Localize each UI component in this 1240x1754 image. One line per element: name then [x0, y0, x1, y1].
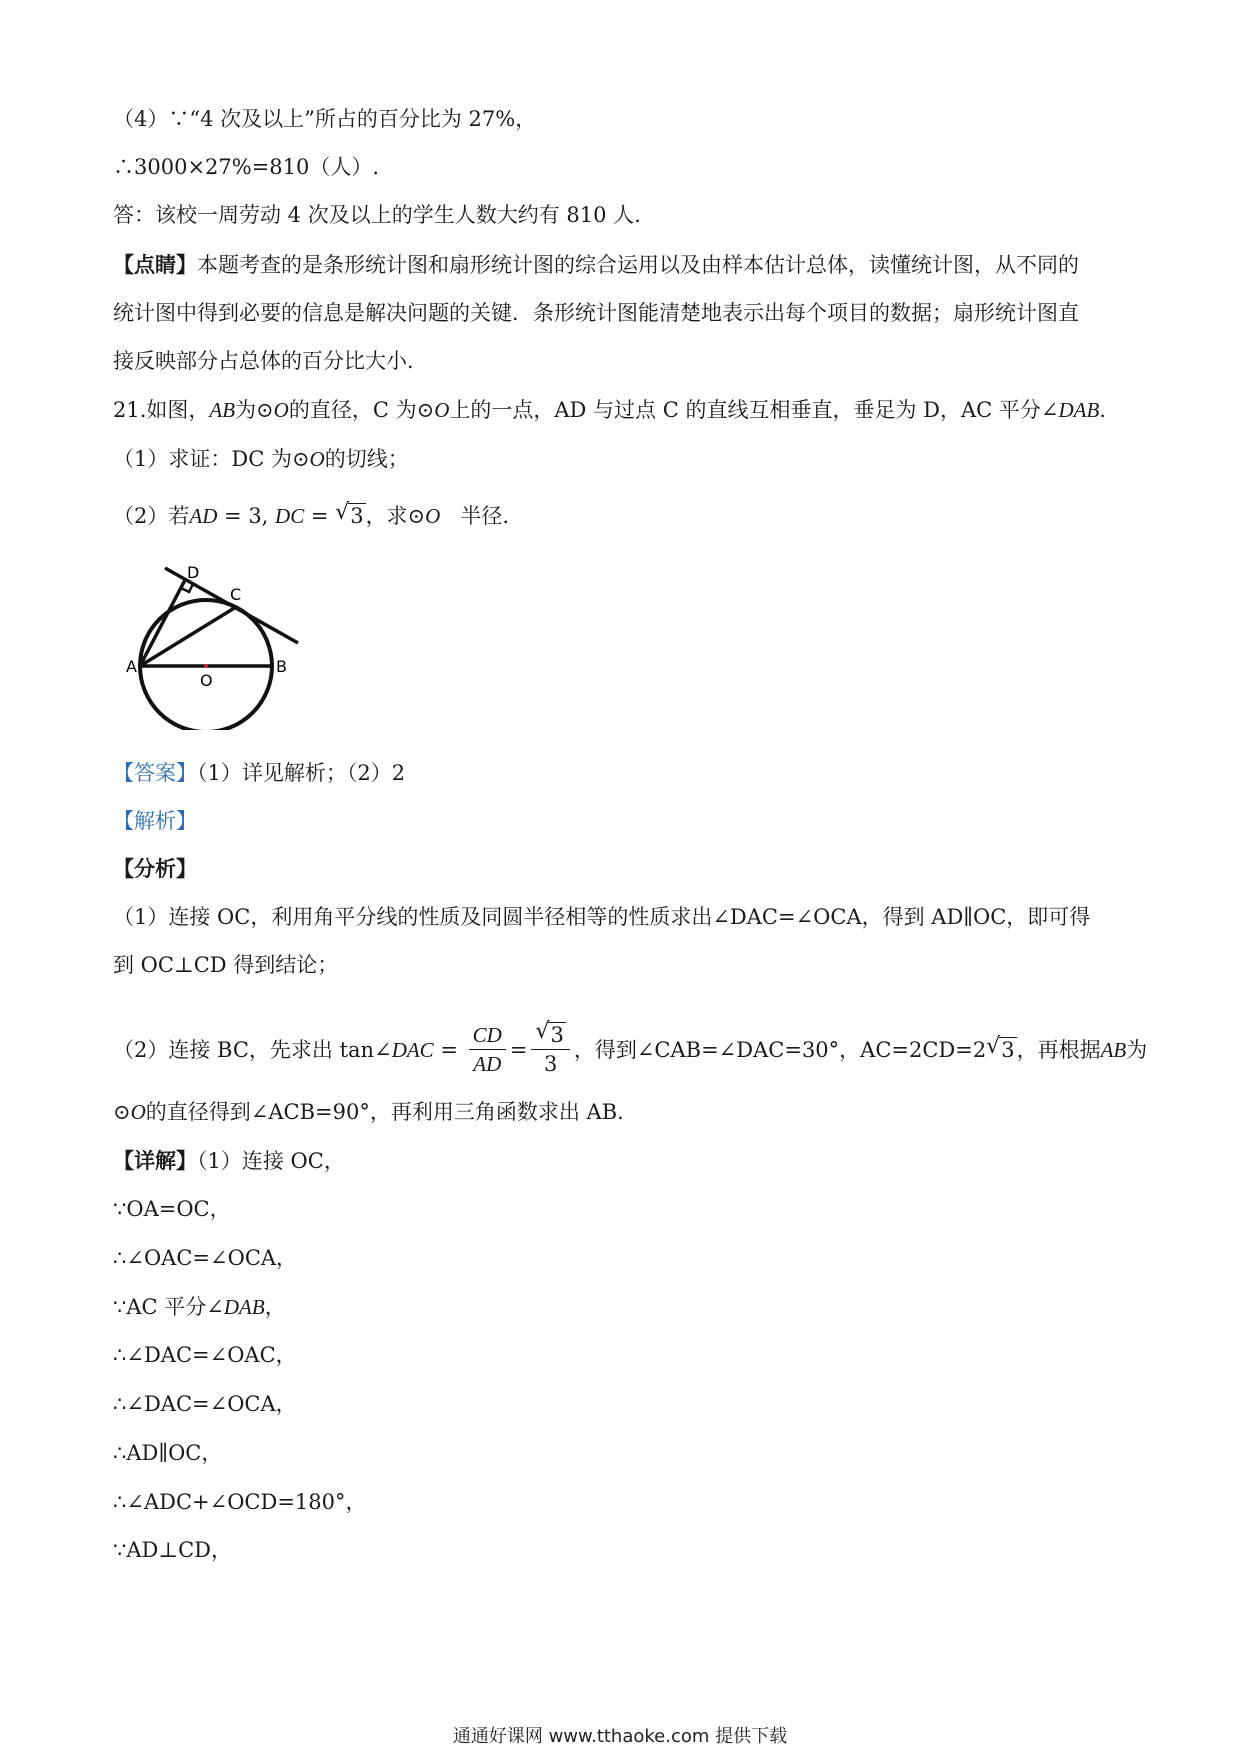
detail-text: （1）连接 OC， [197, 1149, 345, 1173]
circle-geometry-diagram [120, 560, 320, 730]
part2-ad: AD [189, 504, 218, 528]
sqrt-radicand: 3 [550, 1023, 564, 1047]
q20-answer-line: 答：该校一周劳动 4 次及以上的学生人数大约有 810 人. [113, 203, 641, 227]
detail-line-4: ∴∠DAC=∠OAC， [113, 1343, 297, 1367]
detail-line-0 [113, 1146, 345, 1176]
q21-stem [113, 395, 1106, 425]
detail-line-7: ∴∠ADC+∠OCD=180°， [113, 1490, 367, 1514]
fraction-root3-3 [531, 1021, 569, 1078]
stem-dab: ∠DAB [1040, 398, 1100, 422]
detail-line-3 [113, 1292, 286, 1322]
analysis-p1-line-1: （1）连接 OC，利用角平分线的性质及同圆半径相等的性质求出∠DAC=∠OCA，得到 AD∥OC，即可得 [113, 905, 1091, 929]
q20-line-1: （4）∵“4 次及以上”所占的百分比为 27%， [113, 107, 537, 131]
comment-tag: 【点睛】 [113, 252, 197, 277]
analysis-p2-line-1: （2）连接 BC，先求出 tan∠DAC = $\frac{CD}{AD}$ = √ 3 3 ，得到∠CAB=∠DAC=30°，AC=2CD=2 √ 3，再根据AB为 [113, 1020, 1147, 1080]
part2-o: O [425, 504, 441, 528]
p2-text: ⊙ [113, 1100, 131, 1124]
label-c: C [230, 585, 242, 604]
answer-tag: 【答案】 [113, 761, 197, 785]
q20-comment-line-1 [113, 250, 1079, 280]
stem-text: . [1099, 398, 1106, 422]
part2-text: （2）若 [113, 504, 190, 528]
p2-text: ，再根据 [1016, 1038, 1101, 1062]
part1-text: （1）求证：DC 为⊙ [113, 447, 310, 471]
label-o: O [200, 671, 213, 690]
detail-line-1: ∵OA=OC， [113, 1197, 231, 1221]
p2-text: ，得到∠CAB=∠DAC=30°，AC=2CD=2 [573, 1038, 987, 1062]
stem-text: 的直径，C 为⊙ [288, 398, 435, 422]
p2-text: = [433, 1038, 465, 1062]
detail-line-5: ∴∠DAC=∠OCA， [113, 1392, 297, 1416]
p2-dac: ∠DAC [374, 1038, 434, 1062]
fraction-numerator: √ 3 [531, 1021, 569, 1050]
stem-text: 21.如图， [113, 398, 210, 422]
stem-text: 为⊙ [235, 398, 274, 422]
stem-o: O [273, 398, 289, 422]
stem-o: O [434, 398, 450, 422]
stem-text: 上的一点，AD 与过点 C 的直线互相垂直，垂足为 D，AC 平分 [449, 398, 1041, 422]
label-d: D [187, 563, 200, 582]
q21-part-2 [113, 501, 509, 531]
sqrt-3: √ 3 [335, 500, 364, 528]
fraction-cd-ad [469, 1021, 506, 1078]
comment-text-1: 本题考查的是条形统计图和扇形统计图的综合运用以及由样本估计总体，读懂统计图，从不同的 [197, 253, 1079, 277]
p2-text: 的直径得到∠ACB=90°，再利用三角函数求出 AB. [145, 1100, 624, 1124]
part2-dc: DC [275, 504, 305, 528]
answer-text: （1）详见解析；（2）2 [197, 761, 406, 785]
part2-text: 半径. [460, 504, 510, 528]
p2-ab: AB [1100, 1038, 1127, 1062]
fraction-denominator: AD [473, 1052, 502, 1076]
part1-text: 的切线； [324, 447, 409, 471]
q20-comment-line-2: 统计图中得到必要的信息是解决问题的关键．条形统计图能清楚地表示出每个项目的数据；扇形统计图直 [113, 301, 1079, 325]
stem-ab: AB [209, 398, 236, 422]
label-a: A [126, 657, 137, 676]
part2-text: = [304, 504, 336, 528]
q21-part-1 [113, 444, 409, 474]
p2-o: O [130, 1100, 146, 1124]
analysis-p2-line-2 [113, 1097, 624, 1127]
detail-text: ， [264, 1295, 286, 1319]
detail-text: ∵AC 平分 [113, 1295, 207, 1319]
q20-line-2: ∴3000×27%=810（人）. [113, 155, 380, 179]
center-point-o [204, 664, 208, 668]
sqrt-radicand: 3 [1001, 1038, 1015, 1062]
analysis-p1-line-2: 到 OC⊥CD 得到结论； [113, 953, 339, 977]
p2-text: （2）连接 BC，先求出 tan [113, 1038, 375, 1062]
sqrt-radicand: 3 [350, 504, 364, 528]
detail-line-8: ∵AD⊥CD， [113, 1538, 233, 1562]
page-footer: 通通好课网 www.tthaoke.com 提供下载 [452, 1726, 788, 1747]
part2-text: ，求⊙ [365, 504, 426, 528]
detail-tag: 【详解】 [113, 1148, 197, 1173]
detail-line-2: ∴∠OAC=∠OCA， [113, 1246, 298, 1270]
part1-o: O [309, 447, 325, 471]
detail-dab: ∠DAB [206, 1295, 265, 1319]
p2-text: 为 [1126, 1038, 1148, 1062]
q20-comment-line-3: 接反映部分占总体的百分比大小． [113, 349, 428, 373]
analysis-tag: 【解析】 [113, 809, 197, 833]
answer-line [113, 758, 405, 788]
label-b: B [276, 657, 287, 676]
part2-text: = 3, [217, 504, 276, 528]
detail-line-6: ∴AD∥OC， [113, 1441, 223, 1465]
sqrt-3: √ 3 [986, 1034, 1015, 1062]
fenxi-tag: 【分析】 [113, 856, 197, 881]
fraction-numerator: CD [469, 1021, 506, 1050]
analysis-tag-line [113, 806, 197, 836]
fraction-denominator: 3 [543, 1052, 558, 1076]
